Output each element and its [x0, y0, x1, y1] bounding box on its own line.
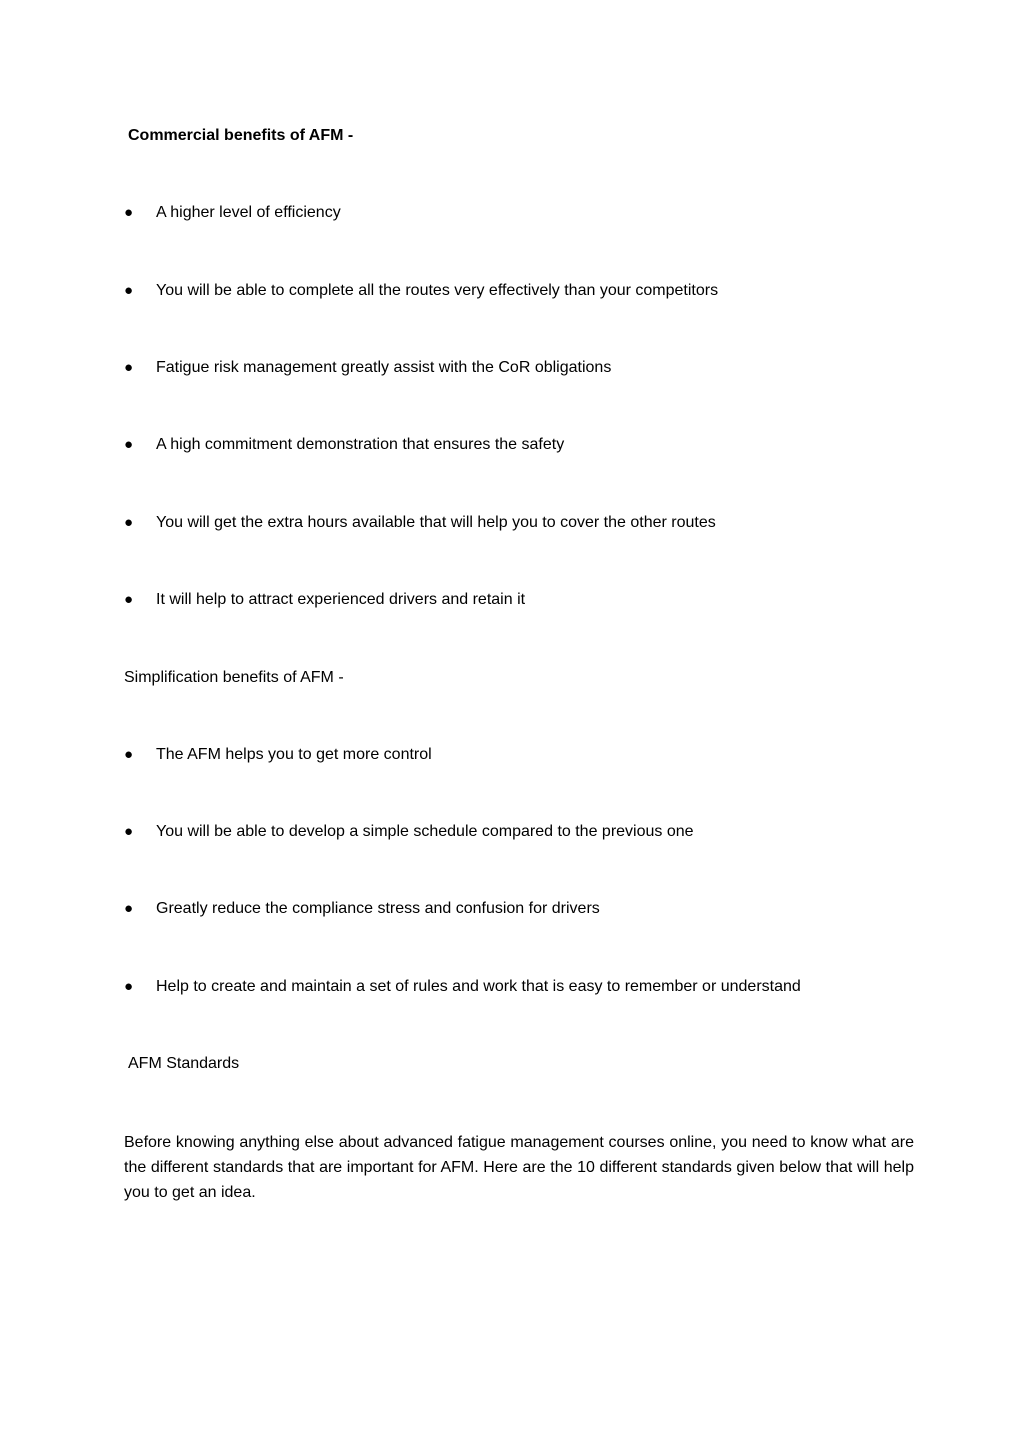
bullet-icon: ●	[124, 514, 134, 531]
bullet-icon: ●	[124, 900, 134, 917]
afm-standards-heading: AFM Standards	[128, 1055, 240, 1072]
commercial-benefits-heading: Commercial benefits of AFM -	[128, 127, 354, 144]
bullet-icon: ●	[124, 591, 134, 608]
list-item-text: You will be able to develop a simple schedule compared to the previous one	[156, 823, 694, 840]
bullet-icon: ●	[124, 359, 134, 376]
list-item-text: Help to create and maintain a set of rules and work that is easy to remember or understand	[156, 978, 801, 995]
list-item-text: The AFM helps you to get more control	[156, 746, 432, 763]
list-item-text: A high commitment demonstration that ensures the safety	[156, 436, 565, 453]
list-item-text: Fatigue risk management greatly assist with the CoR obligations	[156, 359, 612, 376]
list-item-text: Greatly reduce the compliance stress and confusion for drivers	[156, 900, 600, 917]
list-item-text: It will help to attract experienced drivers and retain it	[156, 591, 526, 608]
bullet-icon: ●	[124, 282, 134, 299]
list-item-text: You will get the extra hours available that will help you to cover the other routes	[156, 514, 716, 531]
simplification-benefits-heading: Simplification benefits of AFM -	[124, 669, 344, 686]
bullet-icon: ●	[124, 823, 134, 840]
list-item-text: A higher level of efficiency	[156, 204, 341, 221]
bullet-icon: ●	[124, 204, 134, 221]
bullet-icon: ●	[124, 978, 134, 995]
standards-paragraph: Before knowing anything else about advanced fatigue management courses online, you need to know what are the different standards that are important for AFM. Here are the 10 different standards given below that will help you to get an idea.	[124, 1134, 914, 1201]
list-item-text: You will be able to complete all the routes very effectively than your competitors	[156, 282, 719, 299]
bullet-icon: ●	[124, 746, 134, 763]
bullet-icon: ●	[124, 436, 134, 453]
